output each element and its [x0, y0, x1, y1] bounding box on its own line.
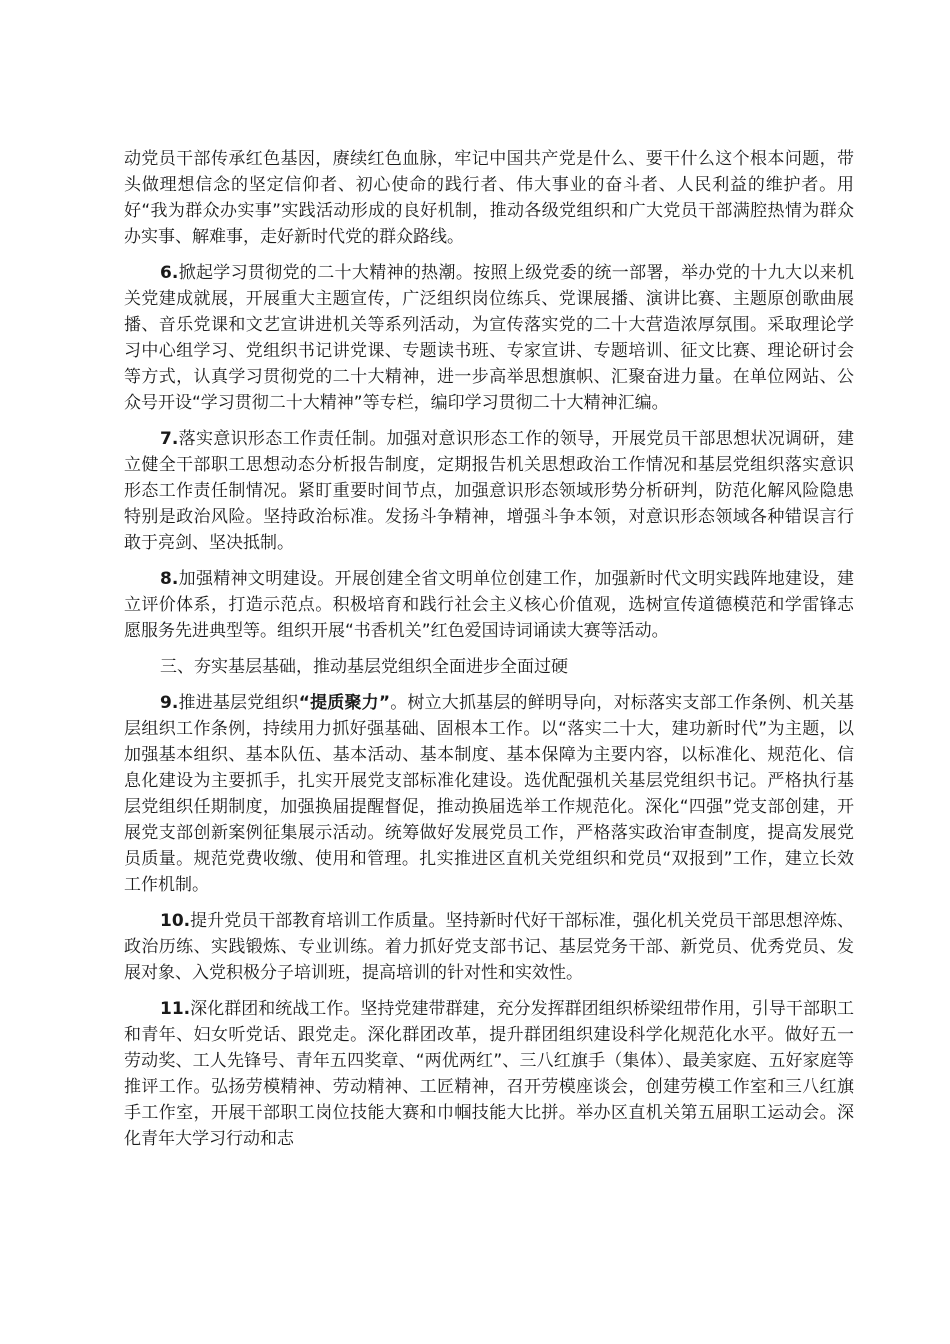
paragraph-lead: 落实意识形态工作责任制。 [178, 429, 387, 449]
paragraph-number: 10. [160, 911, 191, 931]
paragraph-text: 开展创建全省文明单位创建工作，加强新时代文明实践阵地建设，建立评价体系，打造示范点。积极培育和践行社会主义核心价值观，选树宣传道德模范和学雷锋志愿服务先进典型等。组织开展“书香机关”红色爱国诗词诵读大赛等活动。 [124, 569, 855, 641]
paragraph-text: 动党员干部传承红色基因，赓续红色血脉，牢记中国共产党是什么、要干什么这个根本问题，带头做理想信念的坚定信仰者、初心使命的践行者、伟大事业的奋斗者、人民利益的维护者。用好“我为群众办实事”实践活动形成的良好机制，推动各级党组织和广大党员干部满腔热情为群众办实事、解难事，走好新时代党的群众路线。 [124, 149, 854, 247]
paragraph-number: 7. [160, 429, 179, 449]
paragraph-text: 按照上级党委的统一部署，举办党的十九大以来机关党建成就展，开展重大主题宣传，广泛组织岗位练兵、党课展播、演讲比赛、主题原创歌曲展播、音乐党课和文艺宣讲进机关等系列活动，为宣传落实党的二十大营造浓厚氛围。采取理论学习中心组学习、党组织书记讲党课、专题读书班、专家宣讲、专题培训、征文比赛、理论研讨会等方式，认真学习贯彻党的二十大精神，进一步高举思想旗帜、汇聚奋进力量。在单位网站、公众号开设“学习贯彻二十大精神”等专栏，编印学习贯彻二十大精神汇编。 [124, 263, 855, 413]
paragraph-number: 9. [160, 693, 179, 713]
paragraph-lead: 掀起学习贯彻党的二十大精神的热潮。 [178, 263, 474, 283]
paragraph-continuation [124, 146, 854, 250]
paragraph-11 [124, 996, 854, 1152]
paragraph-6 [124, 260, 854, 416]
section-heading: 三、夯实基层基础，推动基层党组织全面进步全面过硬 [160, 657, 568, 677]
paragraph-10 [124, 908, 854, 986]
paragraph-7 [124, 426, 854, 556]
paragraph-number: 11. [160, 999, 191, 1019]
paragraph-9 [124, 690, 854, 898]
paragraph-text: 坚持新时代好干部标准，强化机关党员干部思想淬炼、政治历练、实践锻炼、专业训练。着力抓好党支部书记、基层党务干部、新党员、优秀党员、发展对象、入党积极分子培训班，提高培训的针对性和实效性。 [124, 911, 854, 983]
paragraph-lead: 提升党员干部教育培训工作质量。 [190, 911, 446, 931]
paragraph-text: 坚持党建带群建，充分发挥群团组织桥梁纽带作用，引导干部职工和青年、妇女听党话、跟党走。深化群团改革，提升群团组织建设科学化规范化水平。做好五一劳动奖、工人先锋号、青年五四奖章、“两优两红”、三八红旗手（集体）、最美家庭、五好家庭等推评工作。弘扬劳模精神、劳动精神、工匠精神，召开劳模座谈会，创建劳模工作室和三八红旗手工作室，开展干部职工岗位技能大赛和巾帼技能大比拼。举办区直机关第五届职工运动会。深化青年大学习行动和志 [124, 999, 855, 1149]
paragraph-number: 6. [160, 263, 179, 283]
paragraph-8 [124, 566, 854, 644]
paragraph-text: 加强对意识形态工作的领导，开展党员干部思想状况调研，建立健全干部职工思想动态分析报告制度，定期报告机关思想政治工作情况和基层党组织落实意识形态工作责任制情况。紧盯重要时间节点，加强意识形态领域形势分析研判，防范化解风险隐患特别是政治风险。坚持政治标准。发扬斗争精神，增强斗争本领，对意识形态领域各种错误言行敢于亮剑、坚决抵制。 [124, 429, 854, 553]
paragraph-lead-tail: 。 [390, 693, 408, 713]
paragraph-lead: 加强精神文明建设。 [178, 569, 335, 589]
paragraph-lead-emphasis: “提质聚力” [298, 693, 391, 713]
paragraph-number: 8. [160, 569, 179, 589]
document-body [124, 146, 854, 1162]
paragraph-lead: 推进基层党组织 [178, 693, 299, 713]
paragraph-text: 树立大抓基层的鲜明导向，对标落实支部工作条例、机关基层组织工作条例，持续用力抓好强基础、固根本工作。以“落实二十大，建功新时代”为主题，以加强基本组织、基本队伍、基本活动、基本制度、基本保障为主要内容，以标准化、规范化、信息化建设为主要抓手，扎实开展党支部标准化建设。选优配强机关基层党组织书记。严格执行基层党组织任期制度，加强换届提醒督促，推动换届选举工作规范化。深化“四强”党支部创建，开展党支部创新案例征集展示活动。统筹做好发展党员工作，严格落实政治审查制度，提高发展党员质量。规范党费收缴、使用和管理。扎实推进区直机关党组织和党员“双报到”工作，建立长效工作机制。 [124, 693, 854, 895]
paragraph-lead: 深化群团和统战工作。 [190, 999, 361, 1019]
